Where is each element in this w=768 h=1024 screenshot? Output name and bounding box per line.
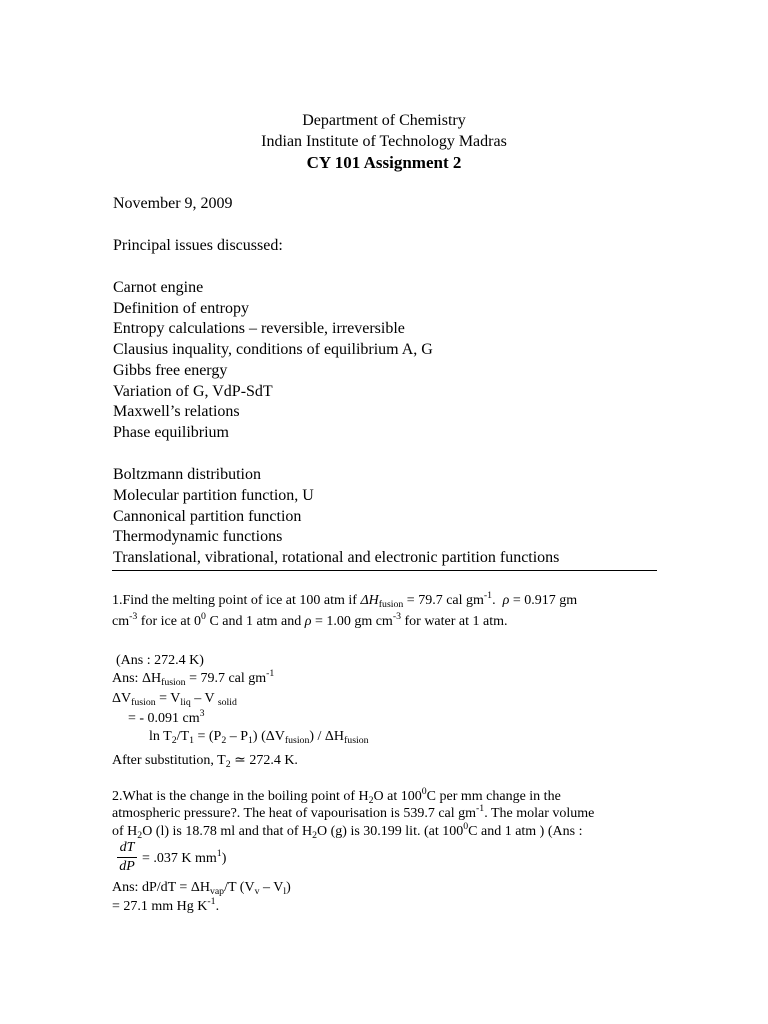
answer-1-line-2: $\Delta V_{fusion} = V_{liq} - V$ $_{solid}$ [112, 691, 237, 708]
question-1-line-2: $cm^{-3}$ for ice at $0^0$ C and 1 atm and ρ = 1.00 gm $cm^{-3}$ for water at 1 atm. [112, 611, 508, 629]
question-1-line-1: 1.Find the melting point of ice at 100 atm if $\Delta H_{fusion} = 79.7$ cal $gm^{-1}$. ρ = 0.917 gm [112, 590, 578, 610]
issue-item: Gibbs free energy [113, 362, 228, 379]
issue-item: Entropy calculations – reversible, irreversible [113, 320, 405, 337]
derivative-fraction [116, 839, 138, 876]
issue-item: Cannonical partition function [113, 508, 302, 525]
issue-item: Maxwell’s relations [113, 403, 240, 420]
answer-2-line-2: = 27.1 mm Hg $K^{-1}$. [112, 896, 220, 914]
issue-item: Translational, vibrational, rotational and electronic partition functions [113, 549, 560, 566]
answer-1-value: (Ans : 272.4 K) [116, 653, 204, 668]
question-2-answer-inline: = .037 K $mm^1$) [142, 848, 227, 866]
issue-item: Thermodynamic functions [113, 528, 283, 545]
question-2-line-3: of $H_2O$ (l) is 18.78 ml and that of $H_2O$ (g) is 30.199 lit. (at $100^0C$ and 1 atm ) (Ans : [112, 821, 583, 841]
date: November 9, 2009 [113, 195, 233, 212]
issue-item: Definition of entropy [113, 300, 249, 317]
issue-item: Phase equilibrium [113, 424, 229, 441]
answer-2-line-1: Ans: $dP/dT = \Delta H_{vap}/T$ $(V_v - V_l)$ [112, 880, 291, 897]
issue-item: Clausius inquality, conditions of equilibrium A, G [113, 341, 433, 358]
fraction-denominator: dP [119, 859, 135, 874]
department-line: Department of Chemistry [302, 112, 466, 129]
question-2-line-1: 2.What is the change in the boiling point of $H_2O$ at $100^0C$ per mm change in the [112, 786, 561, 806]
answer-1-line-3: = - 0.091 $cm^3$ [128, 708, 205, 726]
assignment-title: CY 101 Assignment 2 [306, 153, 462, 172]
answer-1-line-1: Ans: $\Delta H_{fusion} = 79.7$ cal $gm^{-1}$ [112, 668, 275, 688]
question-2-line-2: atmospheric pressure?. The heat of vapourisation is 539.7 cal $gm^{-1}$. The molar volume [112, 803, 595, 821]
answer-1-line-4: $\ln T_2/T_1 = (P_2 - P_1)$ $(\Delta V_{fusion}) / \Delta H_{fusion}$ [149, 729, 369, 746]
institute-line: Indian Institute of Technology Madras [261, 133, 507, 150]
issues-heading: Principal issues discussed: [113, 237, 283, 254]
issue-item: Molecular partition function, U [113, 487, 314, 504]
fraction-numerator: dT [119, 840, 135, 855]
issue-item: Carnot engine [113, 279, 204, 296]
horizontal-rule [112, 570, 657, 571]
answer-1-line-5: After substitution, $T_2$ ≃ 272.4 K. [112, 753, 298, 770]
issue-item: Variation of G, VdP-SdT [113, 383, 273, 400]
issue-item: Boltzmann distribution [113, 466, 261, 483]
